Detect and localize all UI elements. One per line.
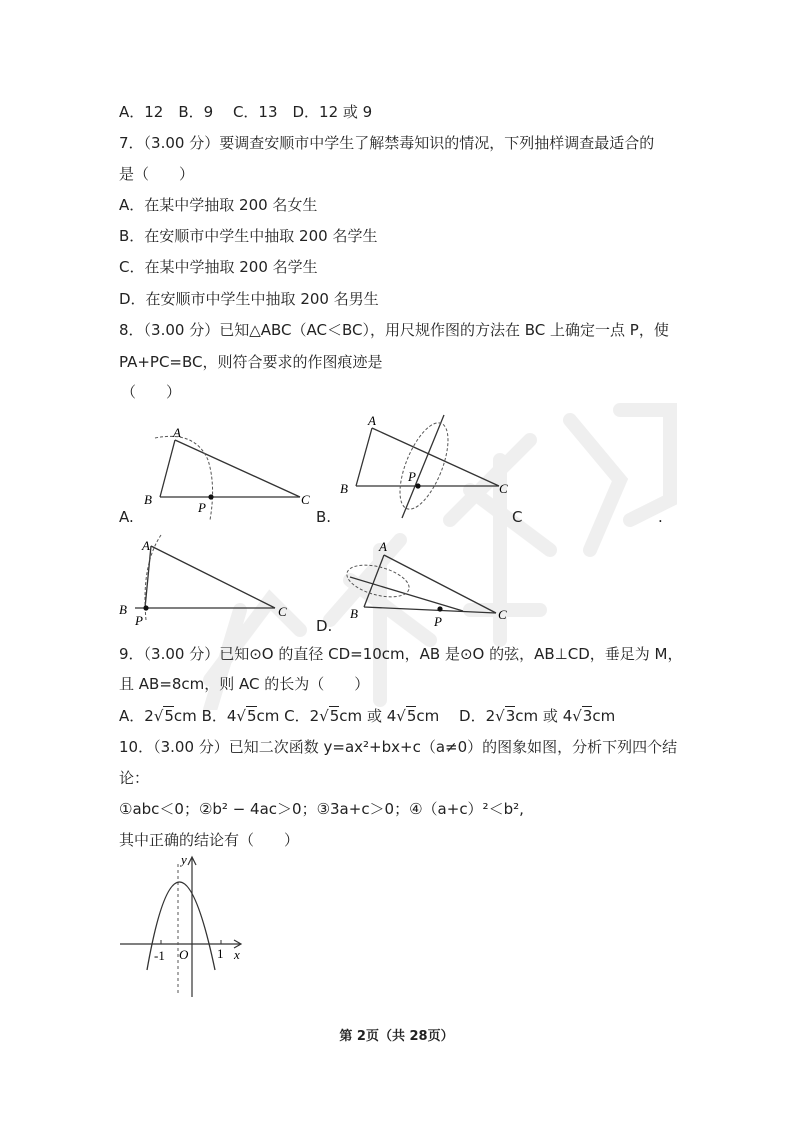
- q9-opt-c-unit1: cm: [339, 707, 363, 725]
- q10-question: 其中正确的结论有（ ）: [119, 831, 300, 849]
- q10-origin-label: O: [179, 947, 189, 962]
- q9-opt-d-coef1: 2: [485, 707, 496, 725]
- q8-label-c: C: [512, 508, 523, 526]
- q9-opt-a-rad: 5: [164, 707, 174, 725]
- q10-conclusions: ①abc＜0；②b² − 4ac＞0；③3a+c＞0；④（a+c）²＜b²,: [119, 800, 524, 818]
- fig-a-label-P: P: [198, 500, 206, 515]
- q9-opt-c-or: 或: [366, 707, 382, 725]
- q9-opt-b-coef: 4: [226, 707, 237, 725]
- fig-a-label-A: A: [173, 425, 181, 440]
- q8-stem-line2: PA+PC=BC，则符合要求的作图痕迹是: [119, 353, 383, 371]
- q9-opt-d-unit2: cm: [592, 707, 616, 725]
- fig-d-label-A: A: [379, 539, 387, 554]
- sqrt-symbol: √5: [153, 707, 174, 725]
- q9-opt-a-label: A．: [119, 707, 145, 725]
- q10-axis-x-label: x: [234, 947, 240, 962]
- q9-opt-d-label: D．: [459, 707, 486, 725]
- q8-label-dot: .: [658, 508, 663, 526]
- q9-opt-b-rad: 5: [246, 707, 257, 725]
- fig-d-label-B: B: [350, 606, 358, 621]
- q9-opt-c-rad2: 5: [406, 707, 417, 725]
- q9-opt-c-label: C．: [284, 707, 310, 725]
- q9-opt-c-unit2: cm: [416, 707, 440, 725]
- q10-tick-1: 1: [217, 946, 224, 961]
- fig-a-label-C: C: [301, 492, 310, 507]
- q10-tick-neg1: -1: [154, 948, 165, 963]
- sqrt-symbol: √5: [236, 707, 257, 725]
- q9-opt-a-unit: cm: [173, 707, 197, 725]
- q7-stem-line1: 7．（3.00 分）要调查安顺市中学生了解禁毒知识的情况，下列抽样调查最适合的: [119, 134, 655, 152]
- q9-stem-line2: 且 AB=8cm，则 AC 的长为（ ）: [119, 675, 370, 693]
- fig-c-label-A: A: [142, 538, 150, 553]
- fig-c-label-C: C: [278, 604, 287, 619]
- q9-opt-c-coef1: 2: [309, 707, 320, 725]
- q8-label-d: D.: [316, 617, 333, 635]
- fig-b-label-B: B: [340, 481, 348, 496]
- q8-label-b: B.: [316, 508, 332, 526]
- q8-figure-a: [140, 420, 320, 525]
- q7-option-a: A．在某中学抽取 200 名女生: [119, 196, 318, 214]
- q9-opt-a-coef: 2: [144, 707, 154, 725]
- sqrt-symbol: √5: [396, 707, 417, 725]
- q6-options: A．12 B．9 C．13 D．12 或 9: [119, 103, 373, 121]
- q8-stem-line1: 8．（3.00 分）已知△ABC（AC＜BC），用尺规作图的方法在 BC 上确定一点 P，使: [119, 321, 669, 339]
- q9-opt-d-or: 或: [542, 707, 558, 725]
- sqrt-symbol: √3: [572, 707, 593, 725]
- q9-opt-d-rad1: 3: [505, 707, 516, 725]
- q10-parabola-figure: [115, 852, 255, 1002]
- q10-stem-line2: 论：: [119, 769, 150, 787]
- q9-opt-b-label: B．: [201, 707, 227, 725]
- q9-stem-line1: 9．（3.00 分）已知⊙O 的直径 CD=10cm，AB 是⊙O 的弦，AB⊥CD，垂足为 M，: [119, 645, 683, 663]
- q7-option-b: B．在安顺市中学生中抽取 200 名学生: [119, 227, 378, 245]
- q10-stem-line1: 10．（3.00 分）已知二次函数 y=ax²+bx+c（a≠0）的图象如图，分析下列四个结: [119, 738, 678, 756]
- q7-option-d: D．在安顺市中学生中抽取 200 名男生: [119, 290, 379, 308]
- q8-stem-line3: （ ）: [121, 383, 182, 401]
- q7-option-c: C．在某中学抽取 200 名学生: [119, 258, 318, 276]
- q9-opt-c-rad1: 5: [329, 707, 340, 725]
- fig-b-label-P: P: [408, 469, 416, 484]
- fig-d-label-P: P: [434, 614, 442, 629]
- q9-options: [119, 706, 615, 726]
- q9-opt-d-rad2: 3: [582, 707, 593, 725]
- sqrt-symbol: √3: [495, 707, 516, 725]
- q8-label-a: A.: [119, 508, 134, 526]
- q8-figure-b: [336, 410, 526, 525]
- fig-d-label-C: C: [498, 607, 507, 622]
- q10-axis-y-label: y: [181, 852, 187, 867]
- sqrt-symbol: √5: [319, 707, 340, 725]
- q9-opt-d-coef2: 4: [562, 707, 573, 725]
- q9-opt-d-unit1: cm: [515, 707, 539, 725]
- q7-stem-line2: 是（ ）: [119, 165, 195, 183]
- q9-opt-c-coef2: 4: [386, 707, 397, 725]
- page-footer: 第 2页（共 28页）: [339, 1029, 454, 1044]
- fig-b-label-A: A: [368, 413, 376, 428]
- fig-a-label-B: B: [144, 492, 152, 507]
- q8-figure-d: [338, 535, 518, 630]
- fig-b-label-C: C: [499, 481, 508, 496]
- q9-opt-b-unit: cm: [256, 707, 280, 725]
- q8-figure-c: [115, 530, 295, 630]
- fig-c-label-B: B: [119, 602, 127, 617]
- fig-c-label-P: P: [135, 613, 143, 628]
